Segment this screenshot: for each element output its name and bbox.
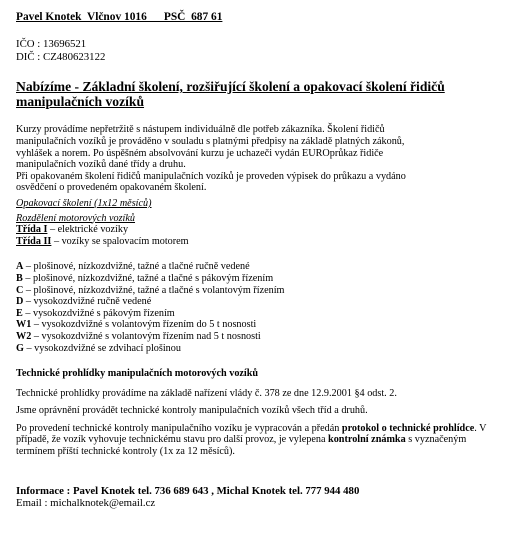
category-text: – vysokozdvižné se zdvihací plošinou — [23, 342, 181, 354]
category-text: – vysokozdvižné s volantovým řízením nad 5 t nosnosti — [31, 330, 261, 342]
class-text: – vozíky se spalovacím motorem — [51, 235, 189, 247]
inspections-paragraph-3 — [16, 423, 504, 458]
category-list — [16, 261, 504, 354]
inspections-text: Po provedení technické kontroly manipulačního vozíku je vypracován a předán — [16, 422, 342, 434]
intro-line: Kurzy provádíme nepřetržitě s nástupem individuálně dle potřeb zákazníka. Školení řidičů — [16, 124, 385, 136]
inspections-paragraph-2: Jsme oprávnění provádět technické kontroly manipulačních vozíků všech tříd a druhů. — [16, 405, 368, 417]
category-text: – plošinové, nízkozdvižné, tažné a tlačné s volantovým řízením — [23, 284, 285, 296]
company-identifiers — [16, 38, 504, 63]
company-contact-line: Pavel Knotek Vlčnov 1016 PSČ 687 61 — [16, 11, 223, 23]
category-item — [16, 285, 504, 297]
class-item — [16, 224, 504, 236]
repeat-training-note: Opakovací školení (1x12 měsíců) — [16, 197, 152, 209]
ico-line: IČO : 13696521 — [16, 38, 87, 50]
category-text: – vysokozdvižné ručně vedené — [23, 296, 152, 308]
category-text: – vysokozdvižné s pákovým řízením — [22, 307, 175, 319]
intro-line: Při opakovaném školení řidičů manipulačních vozíků je proveden výpisek do průkazu a vydáno — [16, 170, 406, 182]
category-text: – plošinové, nízkozdvižné, tažné a tlačné ručně vedené — [23, 261, 250, 273]
category-key: G — [16, 342, 24, 354]
intro-line: vyhlášek a norem. Po úspěšném absolvování kurzu je uchazeči vydán EUROprůkaz řidiče — [16, 147, 384, 159]
intro-line: manipulačních vozíků je prováděno v souladu s platnými předpisy na základě platných zákonů, — [16, 136, 405, 147]
category-text: – plošinové, nízkozdvižné, tažné a tlačné s pákovým řízením — [22, 272, 274, 284]
class-item — [16, 236, 504, 248]
category-item — [16, 296, 504, 308]
class-list — [16, 224, 504, 247]
category-item — [16, 308, 504, 320]
document-page — [16, 10, 504, 510]
category-item — [16, 343, 504, 355]
category-key: E — [16, 307, 23, 319]
inspections-paragraph-1: Technické prohlídky provádíme na základě nařízení vlády č. 378 ze dne 12.9.2001 §4 odst. 2. — [16, 387, 397, 399]
category-text: – vysokozdvižné s volantovým řízením do 5 t nosnosti — [31, 319, 257, 331]
category-item — [16, 331, 504, 343]
category-item — [16, 261, 504, 273]
class-text: – elektrické vozíky — [47, 224, 129, 236]
category-key: C — [16, 284, 24, 296]
dic-line: DIČ : CZ480623122 — [16, 50, 106, 63]
control-sticker-term: kontrolní známka — [328, 434, 406, 446]
intro-line: manipulačních vozíků dané třídy a druhu. — [16, 159, 186, 171]
inspections-title: Technické prohlídky manipulačních motorových vozíků — [16, 368, 259, 380]
contact-info: Informace : Pavel Knotek tel. 736 689 643 , Michal Knotek tel. 777 944 480 — [16, 484, 360, 497]
category-item — [16, 319, 504, 331]
category-item — [16, 273, 504, 285]
inspections-text: . V případě, že vozík vyhovuje technickému stavu pro další provoz, je vylepena — [16, 422, 487, 446]
category-key: B — [16, 272, 23, 284]
intro-line: osvědčení o provedeném opakovaném školení. — [16, 182, 207, 194]
intro-paragraph — [16, 124, 504, 194]
inspection-protocol-term: protokol o technické prohlídce — [341, 422, 475, 434]
category-key: A — [16, 261, 24, 273]
inspections-text: s vyznačeným termínem příští technické kontroly (1x za 12 měsíců). — [16, 434, 467, 458]
class-key: Třída II — [16, 235, 52, 247]
distribution-title: Rozdělení motorových vozíků — [16, 212, 136, 224]
category-key: D — [16, 296, 24, 308]
category-key: W2 — [16, 330, 32, 342]
class-key: Třída I — [16, 224, 48, 236]
offer-heading: Nabízíme - Základní školení, rozšiřující školení a opakovací školení řidičů manipulačních vozíků — [16, 79, 445, 110]
category-key: W1 — [16, 319, 32, 331]
email-line: Email : michalknotek@email.cz — [16, 497, 156, 510]
